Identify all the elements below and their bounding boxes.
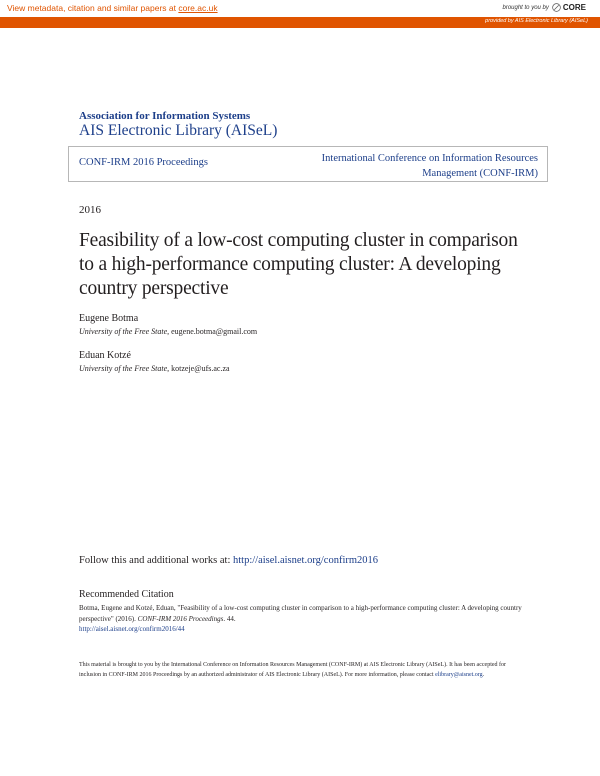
citation-body: Botma, Eugene and Kotzé, Eduan, "Feasibility of a low-cost computing cluster in comparison to a high-performance computing cluster: A developing country perspective" (2016). [79,604,522,623]
conference-line-2: Management (CONF-IRM) [422,168,538,179]
core-metadata-link[interactable] [7,3,218,13]
paper-title: Feasibility of a low-cost computing cluster in comparison to a high-performance computing cluster: A developing country perspective [79,230,518,299]
core-logo[interactable] [552,3,586,12]
affiliation-separator: , [167,364,172,373]
author-name: Eugene Botma [79,313,139,324]
core-brought-by [503,3,587,12]
author-email[interactable]: kotzeje@ufs.ac.za [171,364,230,373]
availability-notice [79,660,529,680]
conference-line-1: International Conference on Information Resources [321,153,538,164]
citation-link[interactable]: http://aisel.aisnet.org/confirm2016/44 [79,625,185,633]
core-provided-by: provided by AIS Electronic Library (AISeL) [485,18,588,24]
citation-suffix: . 44. [223,614,236,623]
author-affiliation [79,327,257,336]
notice-email-link[interactable]: elibrary@aisnet.org [435,672,483,678]
author-name: Eduan Kotzé [79,350,131,361]
follow-works [79,555,378,566]
author-affiliation [79,364,230,373]
org-name[interactable]: Association for Information Systems [79,110,251,122]
divider-bottom [68,181,548,182]
citation-venue: CONF-IRM 2016 Proceedings [137,614,224,623]
conference-link[interactable] [280,151,538,181]
affiliation-text: University of the Free State [79,327,168,336]
proceedings-link[interactable]: CONF-IRM 2016 Proceedings [79,157,208,168]
citation-text [79,603,529,635]
core-logo-text: CORE [562,3,586,12]
core-logo-icon [552,3,561,12]
notice-text: This material is brought to you by the International Conference on Information Resources Management (CONF-IRM) at AIS Electronic Library (AISeL). It has been accepted for inclusion in CONF-IRM 2016 Proceedings by an authorized administrator of AIS Electronic Library (AISeL). For more information, please contact [79,662,507,678]
divider-vertical-left [68,146,69,182]
core-link-prefix: View metadata, citation and similar papers at [7,3,179,13]
follow-link[interactable]: http://aisel.aisnet.org/confirm2016 [233,555,379,566]
notice-end: . [482,672,485,678]
core-brought-label: brought to you by [502,4,549,11]
affiliation-text: University of the Free State [79,364,168,373]
divider-top [68,146,548,147]
core-banner [0,0,600,28]
affiliation-separator: , [167,327,172,336]
core-link-domain[interactable]: core.ac.uk [178,3,218,13]
divider-vertical-right [547,146,548,182]
author-email[interactable]: eugene.botma@gmail.com [171,327,258,336]
follow-text: Follow this and additional works at: [79,555,233,566]
publication-year: 2016 [79,204,101,216]
library-name[interactable]: AIS Electronic Library (AISeL) [79,122,278,139]
citation-heading: Recommended Citation [79,589,174,600]
